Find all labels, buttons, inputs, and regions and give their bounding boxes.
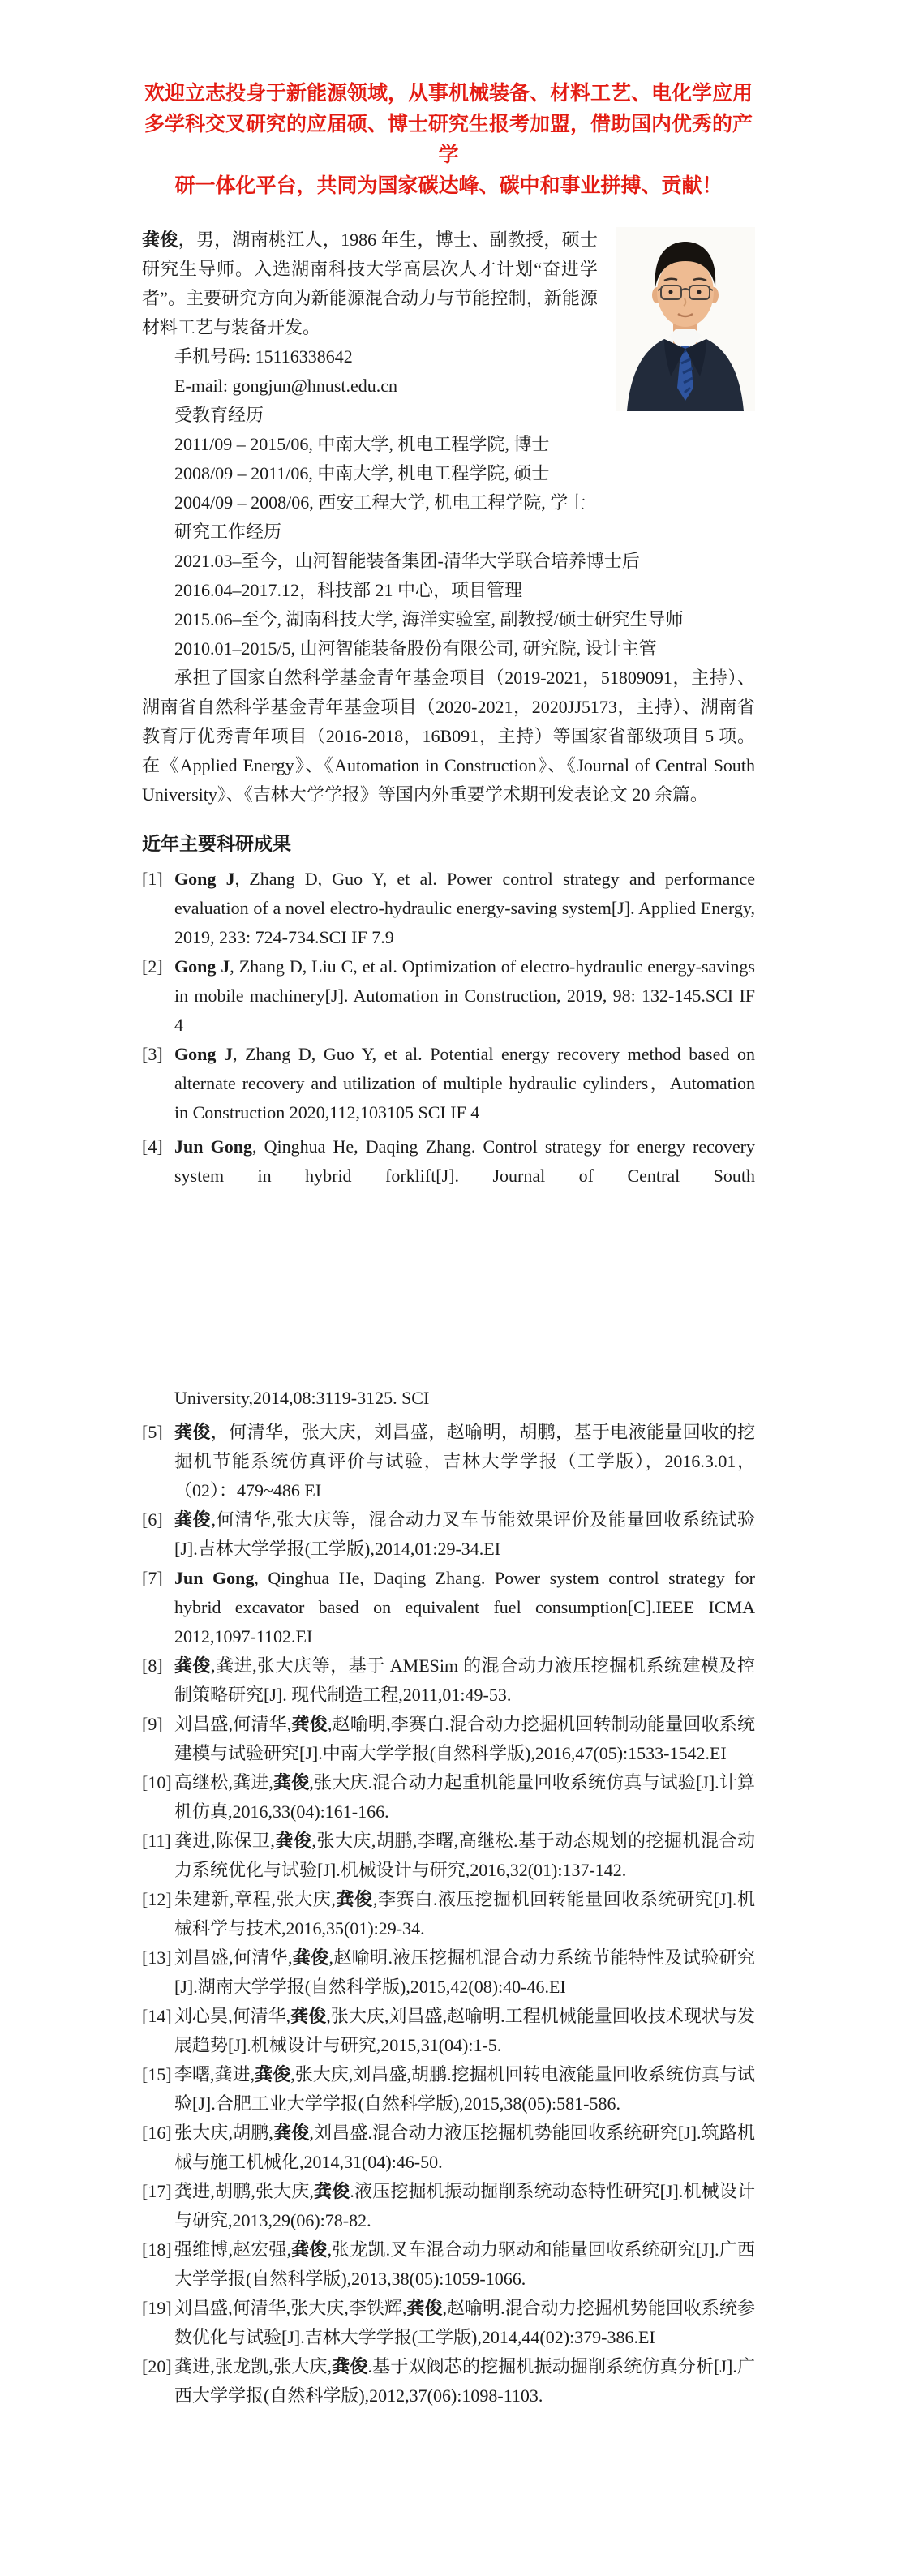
banner-line: 欢迎立志投身于新能源领域，从事机械装备、材料工艺、电化学应用 (144, 81, 753, 105)
document-page (0, 78, 897, 2576)
list-item: 2016.04–2017.12，科技部 21 中心，项目管理 (174, 580, 523, 600)
reference-item (142, 2002, 755, 2060)
reference-item (142, 1505, 755, 1564)
reference-author-highlight: 龚俊 (291, 1714, 328, 1734)
reference-text: , Zhang D, Guo Y, et al. Power control strategy and performance evaluation of a novel electro-hydraulic energy-saving system[J]. Applied Energy, 2019, 233: 724-734.SCI IF 7.9 (174, 869, 755, 947)
recruiting-banner (142, 78, 755, 201)
reference-number: [13] (142, 1947, 172, 1968)
reference-text: , Qinghua He, Daqing Zhang. Control strategy for energy recovery system in hybrid forklift[J]. Journal of Central South (174, 1136, 755, 1186)
reference-text: ,赵喻明.液压挖掘机混合动力系统节能特性及试验研究[J].湖南大学学报(自然科学版),2015,42(08):40-46.EI (174, 1947, 755, 1997)
email-line: E-mail: gongjun@hnust.edu.cn (174, 376, 398, 396)
reference-text: ,刘昌盛.混合动力液压挖掘机势能回收系统研究[J].筑路机械与施工机械化,2014,31(04):46-50. (174, 2123, 755, 2172)
reference-author-highlight: 龚俊 (290, 2006, 327, 2026)
reference-text: ,赵喻明,李赛白.混合动力挖掘机回转制动能量回收系统建模与试验研究[J].中南大学学报(自然科学版),2016,47(05):1533-1542.EI (174, 1714, 755, 1763)
reference-text: ,张大庆.混合动力起重机能量回收系统仿真与试验[J].计算机仿真,2016,33(04):161-166. (174, 1772, 755, 1822)
phone-line: 手机号码: 15116338642 (174, 346, 353, 367)
reference-authors-pre: 李曙,龚进, (174, 2064, 255, 2084)
publications-list-page1 (142, 865, 755, 1127)
reference-number: [4] (142, 1136, 163, 1157)
person-name: 龚俊 (142, 230, 178, 250)
reference-item (142, 1132, 755, 1191)
reference-number: [20] (142, 2356, 172, 2376)
profile-photo (616, 227, 755, 411)
reference-author-highlight: Jun Gong (174, 1136, 252, 1157)
reference-number: [7] (142, 1568, 163, 1588)
page-break-gap (142, 1191, 755, 1384)
reference-number: [10] (142, 1772, 172, 1792)
reference-number: [1] (142, 869, 163, 889)
list-item: 2021.03–至今，山河智能装备集团-清华大学联合培养博士后 (174, 551, 640, 571)
reference-authors-pre: 刘昌盛,何清华,张大庆,李铁辉, (174, 2298, 407, 2318)
reference-author-highlight: Gong J (174, 956, 230, 977)
reference-number: [14] (142, 2006, 172, 2026)
reference-authors-pre: 刘心昊,何清华, (174, 2006, 291, 2026)
reference-item (142, 865, 755, 952)
reference-number: [8] (142, 1655, 163, 1676)
reference-item (142, 1943, 755, 2002)
reference-authors-pre: 龚进,胡鹏,张大庆, (174, 2181, 314, 2201)
reference-number: [11] (142, 1831, 171, 1851)
publications-list-page2 (142, 1418, 755, 2411)
bio-text: ，男，湖南桃江人，1986 年生，博士、副教授，硕士研究生导师。入选湖南科技大学高层次人才计划“奋进学者”。主要研究方向为新能源混合动力与节能控制，新能源材料工艺与装备开发。 (142, 230, 598, 337)
reference-number: [5] (142, 1422, 163, 1442)
reference-author-highlight: 龚俊 (313, 2181, 350, 2201)
reference-author-highlight: 龚俊 (273, 2123, 310, 2143)
reference-number: [16] (142, 2123, 172, 2143)
reference-authors-pre: 朱建新,章程,张大庆, (174, 1889, 336, 1909)
reference-4-continuation: University,2014,08:3119-3125. SCI (174, 1388, 430, 1408)
reference-item (142, 1418, 755, 1505)
reference-author-highlight: 龚俊 (335, 1889, 373, 1909)
reference-author-highlight: 龚俊 (406, 2298, 443, 2318)
reference-number: [15] (142, 2064, 172, 2084)
list-item: 2004/09 – 2008/06, 西安工程大学, 机电工程学院, 学士 (174, 492, 586, 513)
reference-number: [19] (142, 2298, 172, 2318)
reference-item (142, 1040, 755, 1127)
reference-authors-pre: 强维博,赵宏强, (174, 2239, 292, 2260)
reference-number: [12] (142, 1889, 172, 1909)
reference-number: [18] (142, 2239, 172, 2260)
work-list (142, 547, 755, 663)
reference-author-highlight: 龚俊 (274, 1831, 312, 1851)
reference-item (142, 2352, 755, 2411)
reference-text: .基于双阀芯的挖掘机振动掘削系统仿真分析[J].广西大学学报(自然科学版),2012,37(06):1098-1103. (174, 2356, 755, 2406)
banner-line: 研一体化平台，共同为国家碳达峰、碳中和事业拼搏、贡献！ (174, 174, 723, 197)
reference-text: ,张大庆,胡鹏,李曙,高继松.基于动态规划的挖掘机混合动力系统优化与试验[J].机械设计与研究,2016,32(01):137-142. (174, 1831, 755, 1880)
reference-item (142, 2060, 755, 2119)
reference-item (142, 2119, 755, 2177)
reference-item (142, 1710, 755, 1768)
reference-authors-pre: 龚进,张龙凯,张大庆, (174, 2356, 333, 2376)
reference-author-highlight: 龚俊 (332, 2356, 368, 2376)
reference-author-highlight: 龚俊 (174, 1655, 212, 1676)
reference-author-highlight: 龚俊 (174, 1422, 211, 1442)
reference-author-highlight: Jun Gong (174, 1568, 255, 1588)
reference-author-highlight: 龚俊 (273, 1772, 310, 1792)
reference-text: ,龚进,张大庆等，基于 AMESim 的混合动力液压挖掘机系统建模及控制策略研究[J]. 现代制造工程,2011,01:49-53. (174, 1655, 755, 1705)
reference-item (142, 1885, 755, 1943)
bio-section (142, 225, 755, 401)
reference-author-highlight: 龚俊 (174, 1509, 212, 1530)
reference-item (142, 1564, 755, 1651)
reference-author-highlight: 龚俊 (291, 2239, 328, 2260)
publications-heading: 近年主要科研成果 (142, 834, 291, 855)
reference-text: ,何清华,张大庆等，混合动力叉车节能效果评价及能量回收系统试验[J].吉林大学学报(工学版),2014,01:29-34.EI (174, 1509, 755, 1559)
reference-item (142, 952, 755, 1040)
banner-line: 多学科交叉研究的应届硕、博士研究生报考加盟，借助国内优秀的产学 (144, 112, 753, 166)
education-section (142, 401, 755, 517)
reference-item (142, 1827, 755, 1885)
reference-authors-pre: 张大庆,胡鹏, (174, 2123, 273, 2143)
work-section (142, 517, 755, 663)
reference-text: ,张龙凯.叉车混合动力驱动和能量回收系统研究[J].广西大学学报(自然科学版),2013,38(05):1059-1066. (174, 2239, 755, 2289)
reference-number: [6] (142, 1509, 163, 1530)
reference-item (142, 1651, 755, 1710)
reference-text: ，何清华，张大庆，刘昌盛，赵喻明，胡鹏，基于电液能量回收的挖掘机节能系统仿真评价与试验，吉林大学学报（工学版），2016.3.01，（02）：479~486 EI (174, 1422, 755, 1501)
reference-text: ,张大庆,刘昌盛,赵喻明.工程机械能量回收技术现状与发展趋势[J].机械设计与研究,2015,31(04):1-5. (174, 2006, 755, 2055)
reference-number: [9] (142, 1714, 163, 1734)
grants-paragraph: 承担了国家自然科学基金青年基金项目（2019-2021，51809091，主持）、湖南省自然科学基金青年基金项目（2020-2021，2020JJ5173，主持）、湖南省教育厅优秀青年项目（2016-2018，16B091，主持）等国家省部级项目 5 项。在《Applied Energy》、《Automation in Construction》、《Journal of Central South University》、《吉林大学学报》等国内外重要学术期刊发表论文 20 余篇。 (142, 668, 755, 805)
reference-text: , Zhang D, Liu C, et al. Optimization of electro-hydraulic energy-savings in mobile machinery[J]. Automation in Construction, 2019, 98: 132-145.SCI IF 4 (174, 956, 755, 1035)
reference-item (142, 2177, 755, 2235)
list-item: 2008/09 – 2011/06, 中南大学, 机电工程学院, 硕士 (174, 463, 550, 483)
work-heading: 研究工作经历 (174, 522, 282, 542)
reference-text: ,李赛白.液压挖掘机回转能量回收系统研究[J].机械科学与技术,2016,35(01):29-34. (174, 1889, 755, 1938)
reference-item (142, 2235, 755, 2294)
reference-number: [3] (142, 1044, 163, 1064)
list-item: 2015.06–至今, 湖南科技大学, 海洋实验室, 副教授/硕士研究生导师 (174, 609, 684, 629)
reference-author-highlight: 龚俊 (255, 2064, 291, 2084)
reference-authors-pre: 刘昌盛,何清华, (174, 1947, 293, 1968)
reference-text: , Zhang D, Guo Y, et al. Potential energy recovery method based on alternate recovery and utilization of multiple hydraulic cylinders，Automation in Construction 2020,112,103105 SCI IF 4 (174, 1044, 755, 1123)
reference-number: [2] (142, 956, 163, 977)
reference-authors-pre: 刘昌盛,何清华, (174, 1714, 292, 1734)
reference-text: , Qinghua He, Daqing Zhang. Power system control strategy for hybrid excavator based on equivalent fuel consumption[C].IEEE ICMA 2012,1097-1102.EI (174, 1568, 755, 1646)
reference-text: ,赵喻明.混合动力挖掘机势能回收系统参数优化与试验[J].吉林大学学报(工学版),2014,44(02):379-386.EI (174, 2298, 755, 2347)
reference-text: .液压挖掘机振动掘削系统动态特性研究[J].机械设计与研究,2013,29(06):78-82. (174, 2181, 755, 2230)
list-item: 2010.01–2015/5, 山河智能装备股份有限公司, 研究院, 设计主管 (174, 638, 657, 659)
reference-authors-pre: 高继松,龚进, (174, 1772, 273, 1792)
list-item: 2011/09 – 2015/06, 中南大学, 机电工程学院, 博士 (174, 434, 550, 454)
bottom-margin (142, 2411, 755, 2532)
reference-author-highlight: Gong J (174, 1044, 233, 1064)
reference-authors-pre: 龚进,陈保卫, (174, 1831, 275, 1851)
reference-text: ,张大庆,刘昌盛,胡鹏.挖掘机回转电液能量回收系统仿真与试验[J].合肥工业大学学报(自然科学版),2015,38(05):581-586. (174, 2064, 755, 2114)
education-heading: 受教育经历 (174, 405, 264, 425)
page-content (142, 78, 755, 2532)
reference-item (142, 2294, 755, 2352)
education-list (142, 430, 755, 517)
reference-author-highlight: Gong J (174, 869, 235, 889)
reference-item (142, 1768, 755, 1827)
reference-4 (142, 1132, 755, 1191)
reference-number: [17] (142, 2181, 172, 2201)
reference-author-highlight: 龚俊 (292, 1947, 329, 1968)
